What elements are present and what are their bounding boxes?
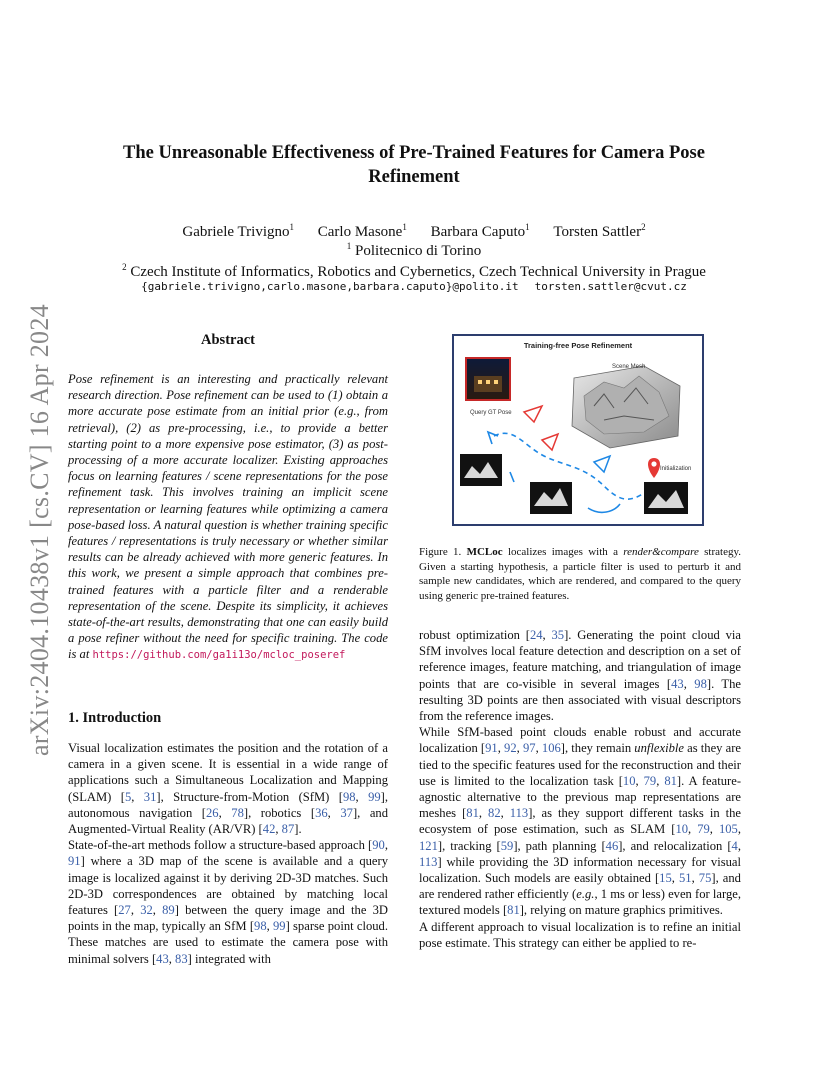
paragraph: While SfM-based point clouds enable robust and accurate localization [91, 92, 97, 106], they remain unflexible as they are tied to the specific features used for the reconstruction and their use is limited to the localization task [10, 79, 81]. A feature-agnostic alternative to the previous map representations are meshes [81, 82, 113], as they support different tasks in the ecosystem of pose estimation, such as SLAM [10, 79, 105, 121], tracking [59], path planning [46], and relocalization [4, 113] while providing the 3D information necessary for visual localization. Such models are easily obtained [15, 51, 75], and are rendered rather efficiently (e.g., 1 ms or less) even for large, textured models [81], relying on mature graphics primitives.	[419, 725, 742, 918]
citation-link[interactable]: 42	[262, 822, 276, 837]
rendered-candidate	[644, 482, 688, 514]
citation-link[interactable]: 36	[315, 805, 328, 820]
citation-link[interactable]: 43	[671, 676, 684, 691]
citation-link[interactable]: 99	[273, 919, 286, 934]
intro-text	[68, 740, 388, 967]
citation-link[interactable]: 89	[162, 903, 175, 918]
citation-link[interactable]: 91	[68, 854, 81, 869]
figure-caption: Figure 1. MCLoc localizes images with a render&compare strategy. Given a starting hypothesis, a particle filter is used to perturb it and sample new candidates, which are rendered, and compared to the query using generic pre-trained features.	[419, 546, 741, 602]
citation-link[interactable]: 92	[504, 741, 517, 756]
affiliation: $^1$ Politecnico di Torino	[346, 241, 482, 259]
citation-link[interactable]: 79	[643, 773, 657, 788]
rendered-candidate	[530, 482, 572, 514]
author: Torsten Sattler$^2$	[553, 222, 646, 240]
emphasis: unflexible	[634, 741, 684, 756]
emphasis: e.g.	[576, 887, 595, 902]
paragraph: A different approach to visual localization is to refine an initial pose estimate. This strategy can either be applied to re-	[419, 919, 741, 950]
arrow-icon	[588, 504, 620, 512]
rendered-candidate	[460, 454, 502, 486]
section-heading: 1. Introduction	[68, 710, 162, 726]
query-label: Query GT Pose	[470, 410, 512, 416]
citation-link[interactable]: 24	[529, 628, 543, 642]
citation-link[interactable]: 26	[206, 805, 219, 820]
citation-link[interactable]: 105	[718, 822, 738, 837]
email[interactable]: {gabriele.trivigno,carlo.masone,barbara.caputo}@polito.it	[141, 280, 519, 293]
paragraph: State-of-the-art methods follow a structure-based approach [90, 91] where a 3D map of the scene is available and a query image is localized against it by deriving 2D-3D matches. Such 2D-3D correspondences are obtained by matching local features [27, 32, 89] between the query image and the 3D points in the map, typically an SfM [98, 99] sparse point cloud. These matches are used to estimate the camera pose with minimal solvers [43, 83] integrated with	[68, 838, 389, 966]
location-pin-icon	[648, 458, 660, 478]
mesh-label: Scene Mesh	[612, 364, 646, 370]
author: Carlo Masone$^1$	[317, 222, 407, 240]
emphasis: render&compare	[623, 546, 699, 558]
citation-link[interactable]: 31	[143, 789, 157, 804]
affiliation: $^2$ Czech Institute of Informatics, Robotics and Cybernetics, Czech Technical University in Prague	[122, 262, 706, 280]
citation-link[interactable]: 113	[509, 806, 529, 821]
camera-frustum	[542, 434, 558, 450]
code-link[interactable]: https://github.com/ga1i13o/mcloc_poseref	[92, 649, 346, 662]
scene-mesh	[572, 366, 680, 448]
email[interactable]: torsten.sattler@cvut.cz	[534, 280, 687, 293]
citation-link[interactable]: 75	[698, 871, 712, 886]
init-label: Initialization	[660, 466, 692, 472]
citation-link[interactable]: 82	[488, 806, 501, 821]
citation-link[interactable]: 98	[254, 919, 267, 934]
citation-link[interactable]: 59	[500, 838, 514, 853]
citation-link[interactable]: 113	[419, 854, 438, 869]
citation-link[interactable]: 37	[340, 805, 353, 820]
figure-illustration	[454, 336, 702, 524]
citation-link[interactable]: 43	[156, 951, 169, 966]
citation-link[interactable]: 10	[622, 773, 636, 788]
bold-text: MCLoc	[466, 546, 503, 558]
citation-link[interactable]: 98	[342, 789, 356, 804]
citation-link[interactable]: 10	[675, 822, 689, 837]
citation-link[interactable]: 98	[694, 676, 707, 691]
citation-link[interactable]: 46	[605, 838, 619, 853]
citation-link[interactable]: 79	[697, 822, 710, 837]
abstract-text: Pose refinement is an interesting and practically relevant research direction. Pose refinement can be used to (1) obtain a more accurate pose estimate from an initial prior (e.g., from retrieval), (2) as pre-processing, i.e., to provide a better starting point to a more expensive pose estimator, (3) as post-processing of a more accurate localizer. Existing approaches focus on learning features / scene representations for the pose refinement task. This involves training an implicit scene representation or learning features while optimizing a camera pose-based loss. A natural question is whether training specific features / representations is truly necessary or whether similar results can be already achieved with more generic features. In this work, we present a simple approach that combines pre-trained features with a particle filter and a renderable representation of the scene. Despite its simplicity, it achieves state-of-the-art results, demonstrating that one can easily build a pose refiner without the need for specific training. The code is at https://github.com/ga1i13o/mcloc_poseref	[68, 372, 388, 662]
citation-link[interactable]: 81	[466, 806, 479, 821]
citation-link[interactable]: 78	[231, 805, 244, 820]
camera-frustum	[594, 456, 610, 472]
citation-link[interactable]: 35	[551, 628, 565, 642]
citation-link[interactable]: 90	[372, 838, 385, 853]
author: Barbara Caputo$^1$	[430, 222, 530, 240]
citation-link[interactable]: 32	[140, 903, 153, 918]
paragraph: Visual localization estimates the position and the rotation of a camera in a given scene. It is essential in a wide range of applications such a Simultaneous Localization and Mapping (SLAM) [5, 31], Structure-from-Motion (SfM) [98, 99], autonomous navigation [26, 78], robotics [36, 37], and Augmented-Virtual Reality (AR/VR) [42, 87].	[68, 741, 389, 837]
citation-link[interactable]: 121	[419, 838, 438, 853]
teaser-figure	[452, 334, 704, 526]
citation-link[interactable]: 99	[368, 789, 381, 804]
abstract-heading: Abstract	[201, 332, 255, 348]
paper-title: The Unreasonable Effectiveness of Pre-Trained Features for Camera Pose Refinement	[123, 143, 705, 187]
query-image	[466, 358, 510, 400]
citation-link[interactable]: 15	[659, 871, 672, 886]
arrow-icon	[488, 432, 498, 444]
citation-link[interactable]: 106	[541, 741, 561, 756]
citation-link[interactable]: 27	[118, 903, 131, 918]
camera-frustum	[524, 406, 542, 422]
citation-link[interactable]: 4	[731, 838, 738, 853]
citation-link[interactable]: 91	[485, 741, 498, 756]
right-column-text	[419, 627, 741, 951]
citation-link[interactable]: 97	[522, 741, 536, 756]
citation-link[interactable]: 81	[507, 903, 520, 918]
email-list	[60, 279, 768, 295]
citation-link[interactable]: 81	[664, 773, 677, 788]
arxiv-sidebar: arXiv:2404.10438v1 [cs.CV] 16 Apr 2024	[25, 304, 54, 756]
citation-link[interactable]: 87	[281, 822, 295, 837]
figure-title: Training-free Pose Refinement	[523, 341, 633, 350]
author: Gabriele Trivigno$^1$	[182, 222, 294, 240]
arrow-icon	[510, 472, 514, 482]
citation-link[interactable]: 51	[678, 871, 692, 886]
paragraph: robust optimization [24, 35]. Generating the point cloud via SfM involves local feature detection and description on a set of reference images, feature matching, and triangulation of image points that are co-visible in several images [43, 98]. The resulting 3D points are then associated with visual descriptors from the reference images.	[419, 628, 742, 724]
citation-link[interactable]: 83	[175, 951, 188, 966]
citation-link[interactable]: 5	[124, 789, 132, 804]
